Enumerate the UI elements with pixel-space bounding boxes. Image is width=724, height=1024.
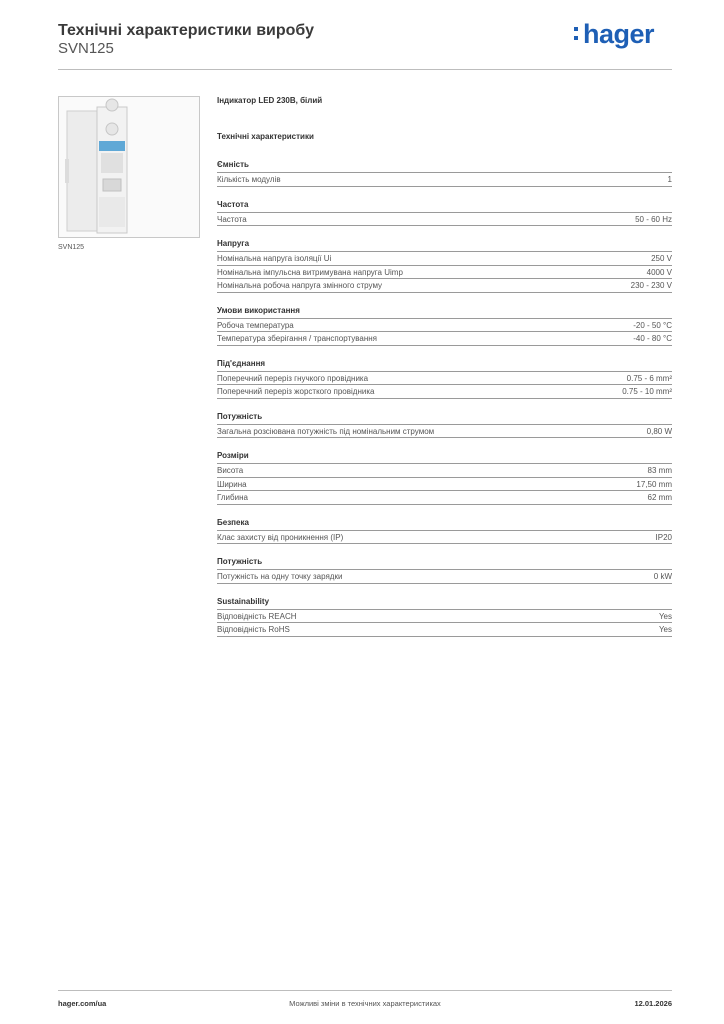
spec-group-title: Розміри <box>217 451 672 464</box>
spec-label: Потужність на одну точку зарядки <box>217 572 343 581</box>
spec-value: 4000 V <box>646 267 672 277</box>
spec-value: 0 kW <box>653 572 672 581</box>
spec-value: Yes <box>658 625 672 634</box>
spec-group-title: Частота <box>217 200 672 213</box>
spec-group <box>217 451 672 505</box>
spec-row <box>217 425 672 439</box>
footer-date: 12.01.2026 <box>634 999 672 1008</box>
spec-group <box>217 306 672 346</box>
logo-dots-icon <box>574 27 578 45</box>
spec-value: IP20 <box>655 532 672 542</box>
spec-value: 250 V <box>651 254 672 263</box>
spec-row <box>217 570 672 584</box>
spec-row <box>217 213 672 227</box>
spec-label: Частота <box>217 214 247 224</box>
spec-value: Yes <box>658 611 672 621</box>
page-title: Технічні характеристики виробу <box>58 22 314 39</box>
spec-group <box>217 518 672 545</box>
spec-label: Клас захисту від проникнення (IP) <box>217 532 344 542</box>
spec-label: Номінальна робоча напруга змінного струму <box>217 281 383 290</box>
din-rail-module-image <box>59 97 199 237</box>
spec-group <box>217 239 672 293</box>
spec-row <box>217 464 672 478</box>
spec-group-title: Безпека <box>217 518 672 531</box>
spec-label: Температура зберігання / транспортування <box>217 334 378 343</box>
product-name: Індикатор LED 230В, білий <box>217 96 323 105</box>
spec-value: 1 <box>667 175 672 184</box>
spec-row <box>217 332 672 346</box>
spec-value: -40 - 80 °C <box>633 334 672 343</box>
spec-group <box>217 359 672 399</box>
spec-label: Відповідність RoHS <box>217 625 290 634</box>
spec-label: Поперечний переріз гнучкого провідника <box>217 373 369 383</box>
page-header <box>58 20 672 70</box>
spec-row <box>217 372 672 386</box>
spec-value: 0,80 W <box>646 426 672 436</box>
spec-group <box>217 412 672 439</box>
spec-group-title: Sustainability <box>217 597 672 610</box>
spec-label: Глибина <box>217 493 248 502</box>
specs-heading: Технічні характеристики <box>217 132 314 141</box>
image-caption: SVN125 <box>58 244 85 251</box>
spec-row <box>217 623 672 637</box>
product-code: SVN125 <box>58 40 114 57</box>
spec-label: Поперечний переріз жорсткого провідника <box>217 387 375 396</box>
spec-value: 62 mm <box>647 493 672 502</box>
spec-group-title: Потужність <box>217 557 672 570</box>
spec-group <box>217 557 672 584</box>
spec-group-title: Напруга <box>217 239 672 252</box>
hager-logo <box>583 19 654 50</box>
spec-label: Робоча температура <box>217 320 294 330</box>
spec-value: 0.75 - 6 mm² <box>626 373 672 383</box>
spec-row <box>217 385 672 399</box>
spec-label: Загальна розсіювана потужність під номінальним струмом <box>217 426 435 436</box>
spec-row <box>217 173 672 187</box>
spec-group <box>217 597 672 637</box>
spec-label: Номінальна імпульсна витримувана напруга Uimp <box>217 267 403 277</box>
spec-row <box>217 319 672 333</box>
spec-row <box>217 491 672 505</box>
spec-value: 0.75 - 10 mm² <box>622 387 672 396</box>
spec-group-title: Ємність <box>217 160 672 173</box>
spec-label: Відповідність REACH <box>217 611 297 621</box>
logo-text: hager <box>582 19 654 49</box>
spec-value: -20 - 50 °C <box>633 320 672 330</box>
spec-group-title: Потужність <box>217 412 672 425</box>
footer-disclaimer: Можливі зміни в технічних характеристиках <box>289 999 441 1008</box>
spec-group-title: Під'єднання <box>217 359 672 372</box>
spec-group <box>217 160 672 187</box>
spec-label: Висота <box>217 466 244 475</box>
spec-row <box>217 478 672 492</box>
spec-value: 17,50 mm <box>636 479 672 489</box>
spec-groups <box>217 160 672 637</box>
spec-row <box>217 531 672 545</box>
spec-row <box>217 252 672 266</box>
specifications <box>217 96 672 650</box>
spec-group-title: Умови використання <box>217 306 672 319</box>
spec-label: Ширина <box>217 479 247 489</box>
spec-value: 50 - 60 Hz <box>635 214 672 224</box>
spec-value: 230 - 230 V <box>630 281 672 290</box>
spec-row <box>217 279 672 293</box>
spec-group <box>217 200 672 227</box>
spec-label: Номінальна напруга ізоляції Ui <box>217 254 332 263</box>
spec-row <box>217 610 672 624</box>
spec-value: 83 mm <box>647 466 672 475</box>
spec-label: Кількість модулів <box>217 175 281 184</box>
spec-row <box>217 266 672 280</box>
product-image <box>58 96 200 238</box>
page-footer <box>58 990 672 1011</box>
footer-website: hager.com/ua <box>58 999 107 1008</box>
